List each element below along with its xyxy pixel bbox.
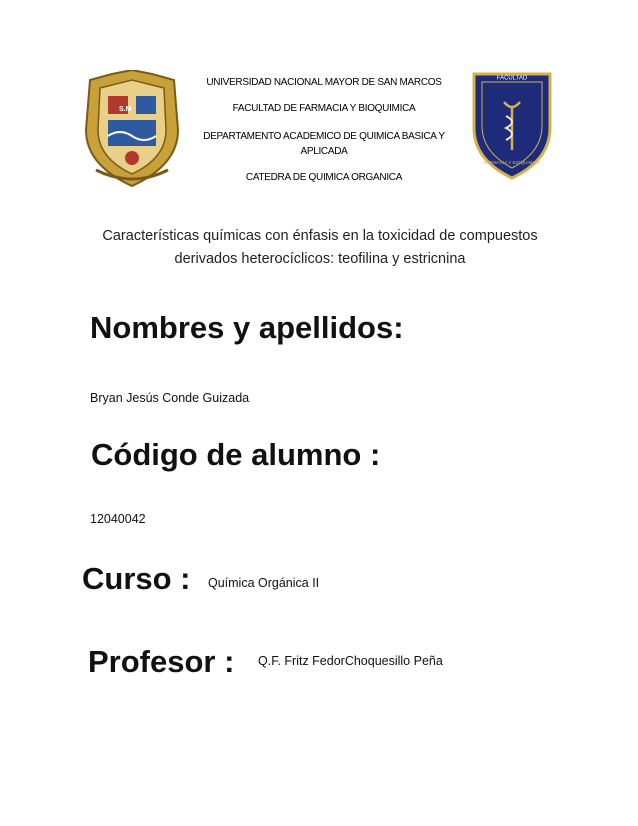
shield-side-text: FARMACIA Y BIOQUIMICA — [483, 160, 541, 165]
course-value: Química Orgánica II — [208, 576, 320, 590]
professor-value: Q.F. Fritz FedorChoquesillo Peña — [258, 654, 443, 668]
university-name: UNIVERSIDAD NACIONAL MAYOR DE SAN MARCOS — [206, 77, 442, 88]
shield-top-text: FACULTAD — [496, 75, 528, 82]
document-title: Características químicas con énfasis en la toxicidad de compuestos derivados heterocíclicos: teofilina y estricnina — [102, 228, 538, 267]
faculty-name: FACULTAD DE FARMACIA Y BIOQUIMICA — [232, 103, 416, 114]
course-label: Curso : — [82, 561, 191, 596]
student-code-value: 12040042 — [90, 512, 146, 526]
names-label: Nombres y apellidos: — [90, 310, 404, 345]
department-name: DEPARTAMENTO ACADEMICO DE QUIMICA BASICA Y APLICADA — [203, 131, 445, 157]
professor-label: Profesor : — [88, 644, 235, 679]
pharmacy-faculty-shield-icon — [470, 68, 554, 180]
unmsm-crest-icon — [82, 70, 182, 188]
crest-sm-text: S.M — [119, 106, 132, 113]
names-value: Bryan Jesús Conde Guizada — [90, 391, 250, 405]
student-code-label: Código de alumno : — [91, 437, 381, 472]
chair-name: CATEDRA DE QUIMICA ORGANICA — [245, 172, 403, 183]
